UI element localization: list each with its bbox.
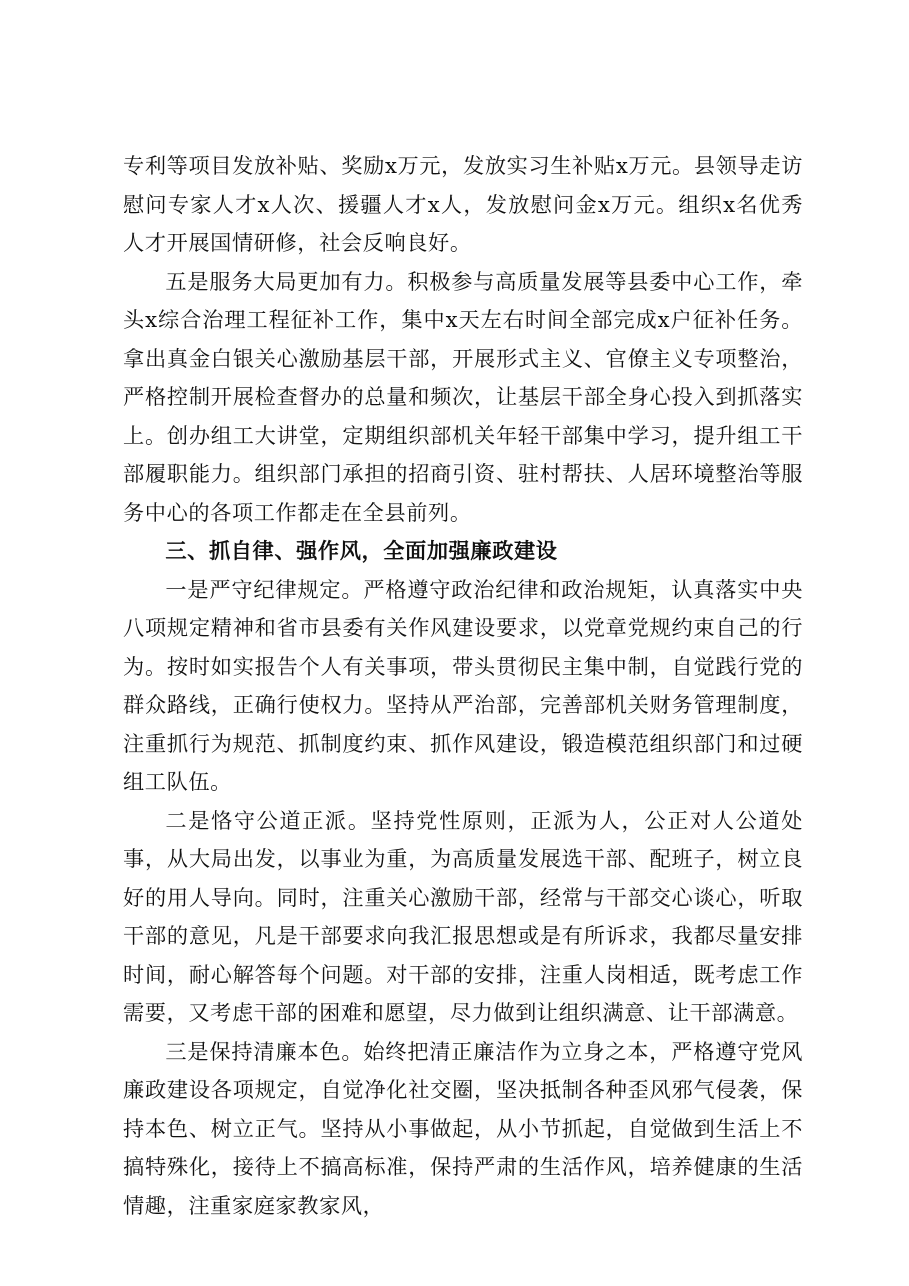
paragraph-service-overall: 五是服务大局更加有力。积极参与高质量发展等县委中心工作，牵头x综合治理工程征补工作，集中x天左右时间全部完成x户征补任务。拿出真金白银关心激励基层干部，开展形式主义、官僚主义专项整治，严格控制开展检查督办的总量和频次，让基层干部全身心投入到抓落实上。创办组工大讲堂，定期组织部机关年轻干部集中学习，提升组工干部履职能力。组织部门承担的招商引资、驻村帮扶、人居环境整治等服务中心的各项工作都走在全县前列。 [123, 268, 803, 525]
paragraph-continuation: 专利等项目发放补贴、奖励x万元，发放实习生补贴x万元。县领导走访慰问专家人才x人次、援疆人才x人，发放慰问金x万元。组织x名优秀人才开展国情研修，社会反响良好。 [123, 153, 803, 255]
document-body [123, 147, 803, 1225]
section-heading: 三、抓自律、强作风，全面加强廉政建设 [165, 538, 558, 563]
paragraph-discipline: 一是严守纪律规定。严格遵守政治纪律和政治规矩，认真落实中央八项规定精神和省市县委有关作风建设要求，以党章党规约束自己的行为。按时如实报告个人有关事项，带头贯彻民主集中制，自觉践行党的群众路线，正确行使权力。坚持从严治部，完善部机关财务管理制度，注重抓行为规范、抓制度约束、抓作风建设，锻造模范组织部门和过硬组工队伍。 [123, 576, 803, 794]
paragraph-integrity: 三是保持清廉本色。始终把清正廉洁作为立身之本，严格遵守党风廉政建设各项规定，自觉净化社交圈，坚决抵制各种歪风邪气侵袭，保持本色、树立正气。坚持从小事做起，从小节抓起，自觉做到生活上不搞特殊化，接待上不搞高标准，保持严肃的生活作风，培养健康的生活情趣，注重家庭家教家风， [123, 1038, 803, 1218]
paragraph-fairness: 二是恪守公道正派。坚持党性原则，正派为人，公正对人公道处事，从大局出发，以事业为重，为高质量发展选干部、配班子，树立良好的用人导向。同时，注重关心激励干部，经常与干部交心谈心，听取干部的意见，凡是干部要求向我汇报思想或是有所诉求，我都尽量安排时间，耐心解答每个问题。对干部的安排，注重人岗相适，既考虑工作需要，又考虑干部的困难和愿望，尽力做到让组织满意、让干部满意。 [123, 807, 803, 1025]
